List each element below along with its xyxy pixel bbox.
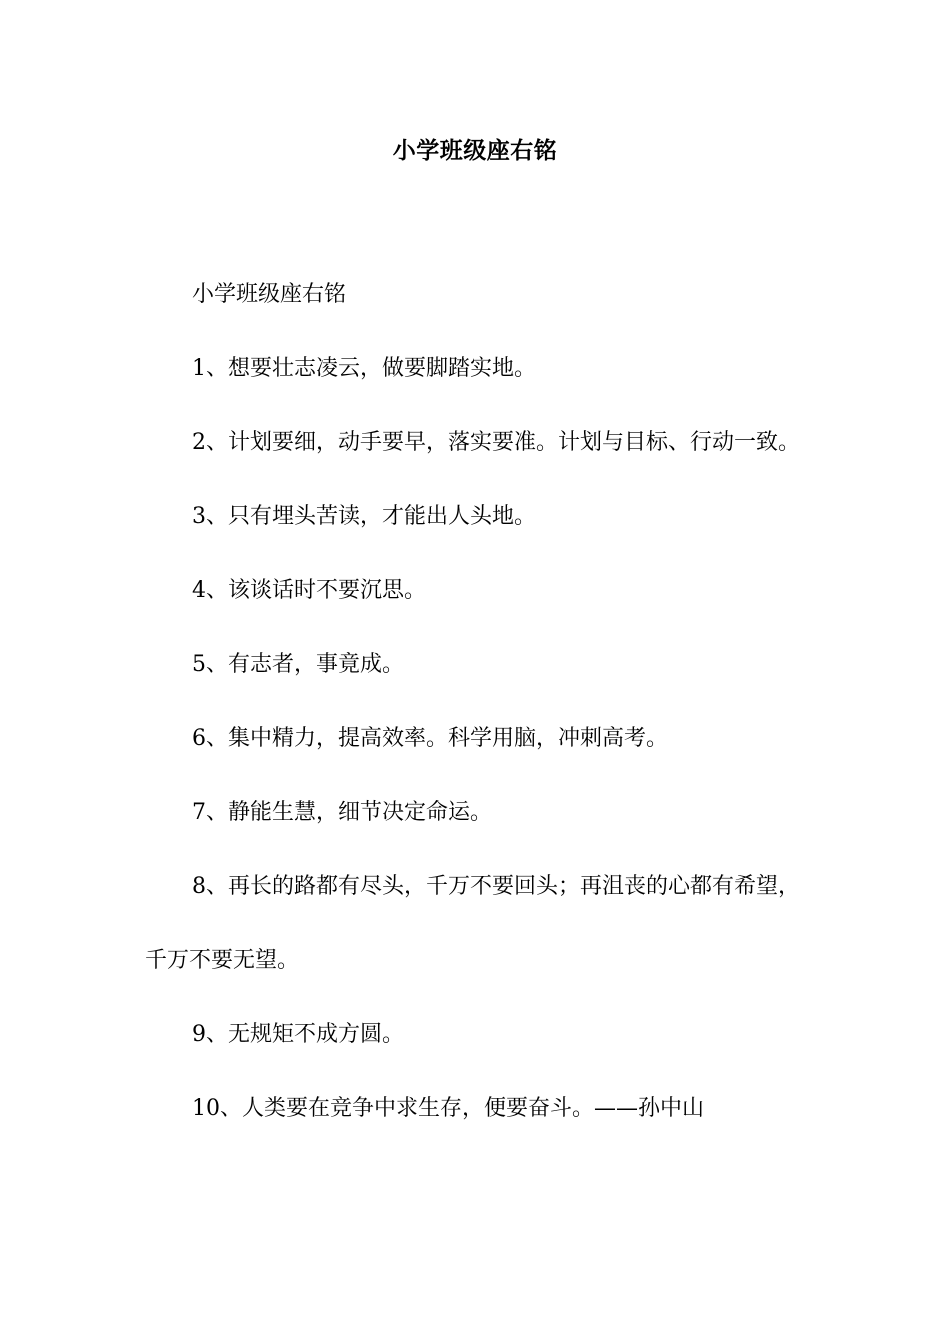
motto-item-1: 1、想要壮志凌云，做要脚踏实地。 <box>192 356 536 381</box>
motto-item-6: 6、集中精力，提高效率。科学用脑，冲刺高考。 <box>192 726 668 751</box>
motto-item-3: 3、只有埋头苦读，才能出人头地。 <box>192 504 536 529</box>
motto-item-5: 5、有志者，事竟成。 <box>192 652 404 677</box>
motto-item-10: 10、人类要在竞争中求生存，便要奋斗。——孙中山 <box>192 1096 704 1121</box>
motto-item-8: 8、再长的路都有尽头，千万不要回头；再沮丧的心都有希望，千万不要无望。 <box>145 874 800 973</box>
section-heading: 小学班级座右铭 <box>192 282 347 307</box>
motto-item-4: 4、该谈话时不要沉思。 <box>192 578 426 603</box>
document-title: 小学班级座右铭 <box>392 137 558 164</box>
document-body <box>145 258 810 1146</box>
motto-item-9: 9、无规矩不成方圆。 <box>192 1022 404 1047</box>
motto-item-2: 2、计划要细，动手要早，落实要准。计划与目标、行动一致。 <box>192 430 800 455</box>
motto-item-7: 7、静能生慧，细节决定命运。 <box>192 800 492 825</box>
